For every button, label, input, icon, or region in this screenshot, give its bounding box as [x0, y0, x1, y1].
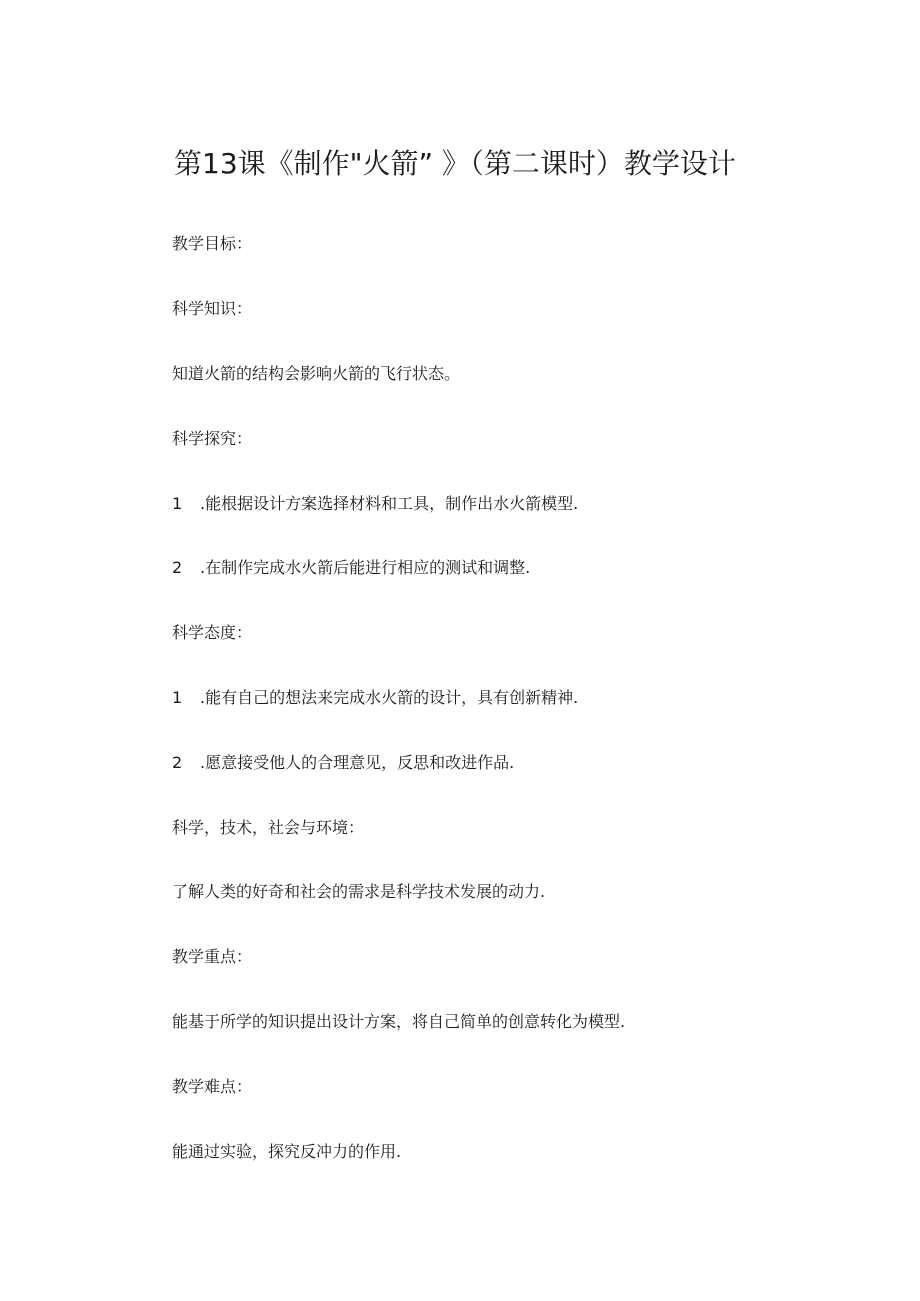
list-item-text: .愿意接受他人的合理意见，反思和改进作品.	[200, 753, 515, 772]
list-item-text: .在制作完成水火箭后能进行相应的测试和调整.	[200, 558, 531, 577]
list-item-number: 1	[172, 494, 183, 513]
list-item-number: 2	[172, 558, 183, 577]
paragraph-difficulty: 能通过实验，探究反冲力的作用.	[172, 1142, 402, 1161]
list-item-text: .能有自己的想法来完成水火箭的设计，具有创新精神.	[200, 688, 579, 707]
list-item	[172, 556, 530, 580]
heading-teaching-goals: 教学目标：	[172, 234, 253, 253]
heading-science-knowledge: 科学知识：	[172, 299, 253, 318]
heading-teaching-focus: 教学重点：	[172, 947, 253, 966]
list-item	[172, 751, 514, 775]
heading-teaching-difficulty: 教学难点：	[172, 1077, 253, 1096]
heading-science-attitude: 科学态度：	[172, 623, 253, 642]
document-title: 第13课《制作"火箭” 》（第二课时）教学设计	[174, 147, 736, 180]
list-item	[172, 686, 578, 710]
list-item-number: 1	[172, 688, 183, 707]
paragraph-sts: 了解人类的好奇和社会的需求是科学技术发展的动力.	[172, 882, 546, 901]
list-item	[172, 492, 578, 516]
paragraph-knowledge: 知道火箭的结构会影响火箭的飞行状态。	[172, 364, 461, 383]
list-item-text: .能根据设计方案选择材料和工具，制作出水火箭模型.	[200, 494, 579, 513]
list-item-number: 2	[172, 753, 183, 772]
heading-science-inquiry: 科学探究：	[172, 429, 253, 448]
paragraph-focus: 能基于所学的知识提出设计方案，将自己简单的创意转化为模型.	[172, 1012, 626, 1031]
heading-sts: 科学，技术，社会与环境：	[172, 818, 365, 837]
